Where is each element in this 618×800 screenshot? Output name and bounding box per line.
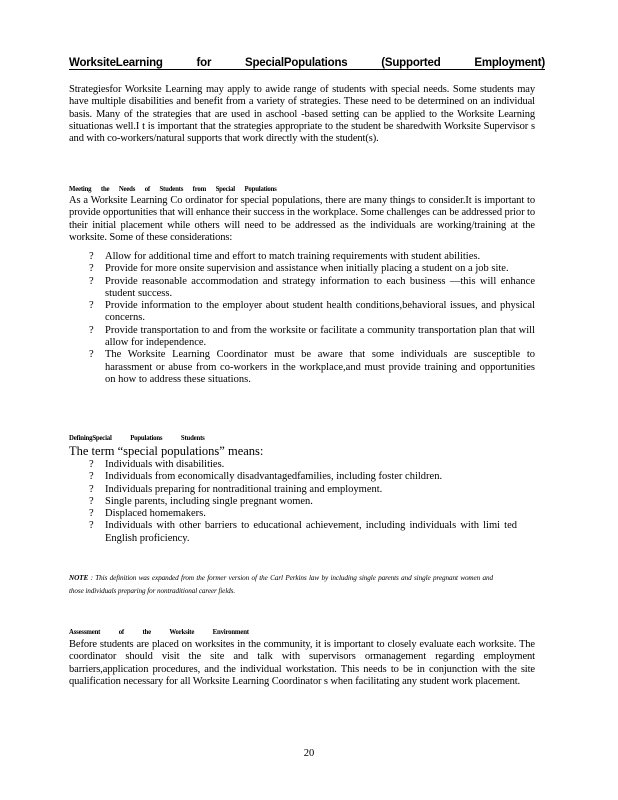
- list-item-text: Individuals preparing for nontraditional training and employment.: [105, 483, 383, 495]
- bullet-marker: ?: [89, 495, 94, 507]
- bullet-marker: ?: [89, 251, 94, 262]
- title-part: for: [196, 57, 212, 69]
- section-heading-assessment: Assessment of the Worksite Environment: [69, 629, 249, 636]
- list-item: [69, 300, 535, 325]
- list-item: [69, 484, 535, 496]
- page-title: [69, 53, 545, 69]
- meeting-needs-paragraph: As a Worksite Learning Co ordinator for special populations, there are many things to consider.It is important to provide opportunities that will enhance their success in the workplace. Some challenges can be addressed prior to their initial placement while others will need to be addressed as the individuals are working/training at the worksite. Some of these considerations:: [69, 195, 535, 243]
- bullet-marker: ?: [89, 349, 94, 361]
- list-item-text: Allow for additional time and effort to match training requirements with student abilities.: [105, 251, 481, 262]
- note-label: NOTE: [69, 574, 89, 582]
- bullet-marker: ?: [89, 520, 94, 532]
- bullet-marker: ?: [89, 508, 94, 520]
- special-populations-list: [69, 459, 535, 545]
- list-item: [69, 349, 535, 386]
- title-underline: [69, 69, 545, 70]
- list-item-text: Displaced homemakers.: [105, 508, 206, 520]
- list-item: [69, 325, 535, 350]
- section-heading-defining: DefiningSpecial Populations Students: [69, 435, 205, 442]
- page-number: 20: [303, 748, 315, 759]
- list-item: [69, 471, 535, 483]
- title-part: SpecialPopulations: [245, 57, 348, 69]
- list-item: [69, 508, 535, 520]
- list-item-text: Provide reasonable accommodation and strategy information to each business —this will enhance student success.: [105, 275, 535, 299]
- note-paragraph: [69, 572, 493, 598]
- assessment-paragraph: Before students are placed on worksites in the community, it is important to closely evaluate each worksite. The coordinator should visit the site and talk with supervisors ormanagement regarding employment barriers,application procedures, and the individual workstation. This needs to be in conjunction with the site qualification necessary for all Worksite Learning Coordinator s when facilitating any student work placement.: [69, 639, 535, 687]
- bullet-marker: ?: [89, 483, 94, 495]
- list-item-text: The Worksite Learning Coordinator must be aware that some individuals are susceptible to harassment or abuse from co-workers in the workplace,and must provide training and opportunities on how to address these situations.: [105, 349, 535, 385]
- list-item-text: Individuals with other barriers to educational achievement, including individuals with limi ted English proficiency.: [105, 520, 517, 544]
- bullet-marker: ?: [89, 263, 94, 275]
- list-item: [69, 276, 535, 301]
- list-item: [69, 251, 535, 263]
- bullet-marker: ?: [89, 300, 94, 312]
- bullet-marker: ?: [89, 459, 94, 470]
- title-part: (Supported: [381, 57, 441, 69]
- section-heading-meeting-needs: Meeting the Needs of Students from Special Populations: [69, 186, 277, 193]
- list-item: [69, 496, 535, 508]
- list-item: [69, 263, 535, 275]
- list-item-text: Single parents, including single pregnant women.: [105, 495, 313, 507]
- term-definition-line: The term “special populations” means:: [69, 444, 264, 458]
- list-item: [69, 459, 535, 471]
- title-part: WorksiteLearning: [69, 57, 163, 69]
- bullet-marker: ?: [89, 471, 94, 483]
- considerations-list: [69, 251, 535, 386]
- intro-paragraph: Strategiesfor Worksite Learning may apply to awide range of students with special needs. Some students may have multiple disabilities and benefit from a variety of strategies. These need to be determined on an individual basis. Many of the strategies that are used in aschool -based setting can be applied to the Worksite Learning situationas well.I t is important that the strategies appropriate to the student be sharedwith Worksite Supervisor s and with co-workers/natural supports that work directly with the student(s).: [69, 84, 535, 145]
- list-item-text: Provide for more onsite supervision and assistance when initially placing a student on a job site.: [105, 263, 509, 275]
- title-part: Employment): [474, 57, 545, 69]
- list-item: [69, 520, 535, 545]
- list-item-text: Individuals from economically disadvantagedfamilies, including foster children.: [105, 471, 443, 483]
- note-text: : This definition was expanded from the former version of the Carl Perkins law by including single parents and single pregnant women and those individuals preparing for nontraditional career fields.: [69, 574, 493, 595]
- list-item-text: Individuals with disabilities.: [105, 459, 225, 470]
- bullet-marker: ?: [89, 324, 94, 336]
- bullet-marker: ?: [89, 275, 94, 287]
- list-item-text: Provide information to the employer about student health conditions,behavioral issues, and physical concerns.: [105, 300, 535, 324]
- list-item-text: Provide transportation to and from the worksite or facilitate a community transportation plan that will allow for independence.: [105, 324, 535, 349]
